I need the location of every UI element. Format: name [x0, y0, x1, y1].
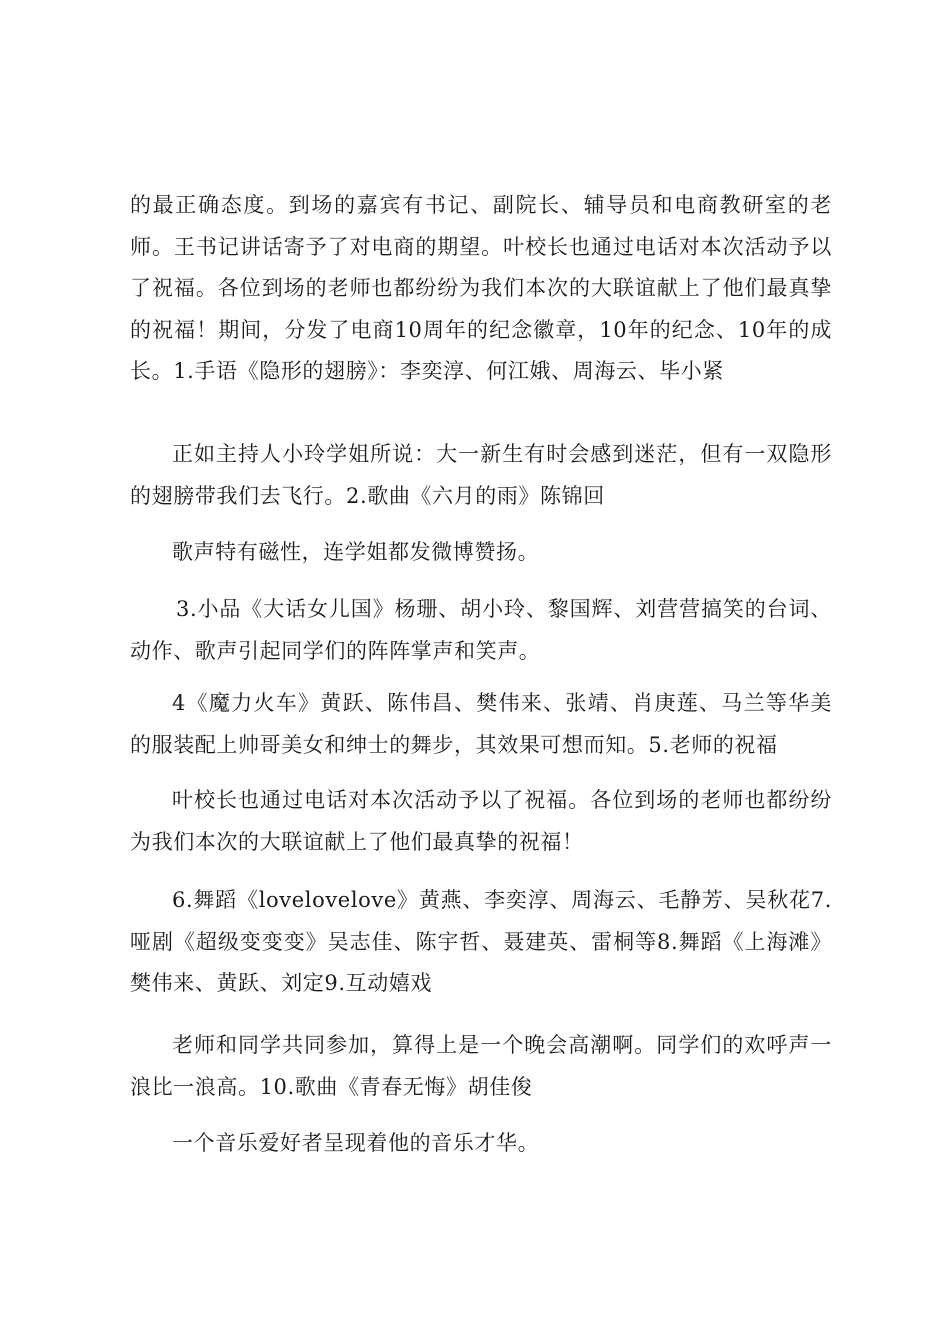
paragraph-4: 3.小品《大话女儿国》杨珊、胡小玲、黎国辉、刘营营搞笑的台词、动作、歌声引起同学们的阵阵掌声和笑声。: [130, 597, 832, 663]
paragraph-5: 4《魔力火车》黄跃、陈伟昌、樊伟来、张靖、肖庚莲、马兰等华美的服装配上帅哥美女和绅士的舞步，其效果可想而知。5.老师的祝福: [130, 691, 832, 757]
paragraph-7: 6.舞蹈《lovelovelove》黄燕、李奕淳、周海云、毛静芳、吴秋花7.哑剧《超级变变变》吴志佳、陈宇哲、聂建英、雷桐等8.舞蹈《上海滩》樊伟来、黄跃、刘定9.互动嬉戏: [130, 888, 832, 995]
paragraph-1: 的最正确态度。到场的嘉宾有书记、副院长、辅导员和电商教研室的老师。王书记讲话寄予了对电商的期望。叶校长也通过电话对本次活动予以了祝福。各位到场的老师也都纷纷为我们本次的大联谊献上了他们最真挚的祝福！期间，分发了电商10周年的纪念徽章，10年的纪念、10年的成长。1.手语《隐形的翅膀》：李奕淳、何江娥、周海云、毕小紧: [130, 193, 832, 383]
paragraph-8: 老师和同学共同参加，算得上是一个晚会高潮啊。同学们的欢呼声一浪比一浪高。10.歌曲《青春无悔》胡佳俊: [130, 1033, 832, 1099]
paragraph-6: 叶校长也通过电话对本次活动予以了祝福。各位到场的老师也都纷纷为我们本次的大联谊献上了他们最真挚的祝福！: [130, 788, 832, 854]
paragraph-2: 正如主持人小玲学姐所说：大一新生有时会感到迷茫，但有一双隐形的翅膀带我们去飞行。2.歌曲《六月的雨》陈锦回: [130, 442, 832, 508]
paragraph-9: 一个音乐爱好者呈现着他的音乐才华。: [172, 1131, 540, 1155]
paragraph-3: 歌声特有磁性，连学姐都发微博赞扬。: [172, 540, 540, 564]
